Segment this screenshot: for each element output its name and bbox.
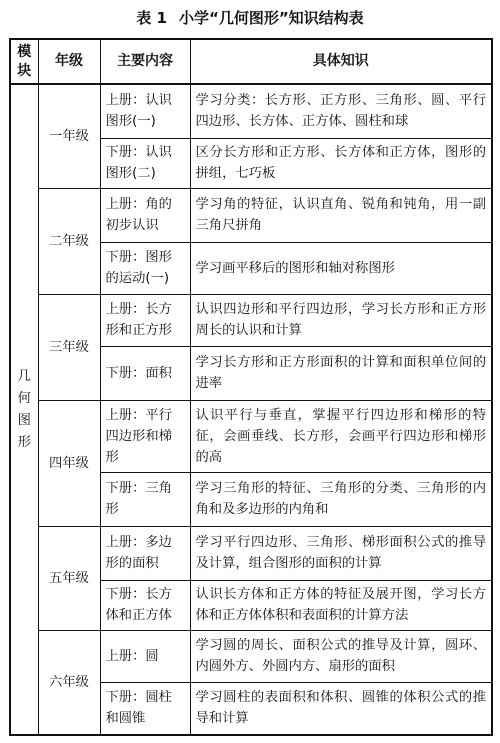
table-row: [10, 526, 492, 580]
content-cell: 下册：面积: [100, 346, 190, 400]
module-char: 何: [17, 390, 31, 406]
detail-cell: 学习圆柱的表面积和体积、圆锥的体积公式的推导和计算: [190, 682, 492, 735]
header-content: 主要内容: [100, 39, 190, 84]
table-caption: [0, 6, 500, 30]
detail-cell: 区分长方形和正方形、长方体和正方体，图形的拼组，七巧板: [190, 138, 492, 188]
grade-cell: 四年级: [38, 400, 100, 526]
table-number: 表 1: [136, 9, 167, 27]
content-cell: 下册：圆柱和圆锥: [100, 682, 190, 735]
content-cell: 上册：长方形和正方形: [100, 294, 190, 346]
content-cell: 上册：圆: [100, 630, 190, 682]
header-row: [10, 39, 492, 84]
content-cell: 下册：认识图形(二): [100, 138, 190, 188]
detail-cell: 学习分类：长方形、正方形、三角形、圆、平行四边形、长方体、正方体、圆柱和球: [190, 84, 492, 138]
table-row: [10, 294, 492, 346]
table-row: [10, 630, 492, 682]
module-cell: [10, 84, 38, 735]
table-row: [10, 188, 492, 242]
detail-cell: 学习画平移后的图形和轴对称图形: [190, 242, 492, 294]
grade-cell: 五年级: [38, 526, 100, 630]
detail-cell: 认识四边形和平行四边形，学习长方形和正方形周长的认识和计算: [190, 294, 492, 346]
detail-cell: 学习三角形的特征、三角形的分类、三角形的内角和及多边形的内角和: [190, 472, 492, 526]
content-cell: 下册：三角形: [100, 472, 190, 526]
content-cell: 下册：图形的运动(一): [100, 242, 190, 294]
content-cell: 上册：平行四边形和梯形: [100, 400, 190, 472]
content-cell: 上册：认识图形(一): [100, 84, 190, 138]
header-detail: 具体知识: [190, 39, 492, 84]
header-module: 模块: [10, 39, 38, 84]
detail-cell: 认识长方体和正方体的特征及展开图，学习长方体和正方体体积和表面积的计算方法: [190, 580, 492, 630]
detail-cell: 学习圆的周长、面积公式的推导及计算，圆环、内圆外方、外圆内方、扇形的面积: [190, 630, 492, 682]
detail-cell: 学习角的特征，认识直角、锐角和钝角，用一副三角尺拼角: [190, 188, 492, 242]
detail-cell: 认识平行与垂直，掌握平行四边形和梯形的特征，会画垂线、长方形，会画平行四边形和梯形的高: [190, 400, 492, 472]
table-row: [10, 400, 492, 472]
grade-cell: 二年级: [38, 188, 100, 294]
table-row: [10, 84, 492, 138]
detail-cell: 学习长方形和正方形面积的计算和面积单位间的进率: [190, 346, 492, 400]
knowledge-structure-table: [9, 38, 493, 736]
module-char: 图: [17, 412, 31, 428]
grade-cell: 三年级: [38, 294, 100, 400]
module-char: 几: [17, 368, 31, 384]
grade-cell: 一年级: [38, 84, 100, 188]
content-cell: 下册：长方体和正方体: [100, 580, 190, 630]
header-grade: 年级: [38, 39, 100, 84]
detail-cell: 学习平行四边形、三角形、梯形面积公式的推导及计算，组合图形的面积的计算: [190, 526, 492, 580]
content-cell: 上册：角的初步认识: [100, 188, 190, 242]
content-cell: 上册：多边形的面积: [100, 526, 190, 580]
table-title: 小学“几何图形”知识结构表: [178, 9, 364, 27]
grade-cell: 六年级: [38, 630, 100, 735]
module-char: 形: [17, 434, 31, 450]
